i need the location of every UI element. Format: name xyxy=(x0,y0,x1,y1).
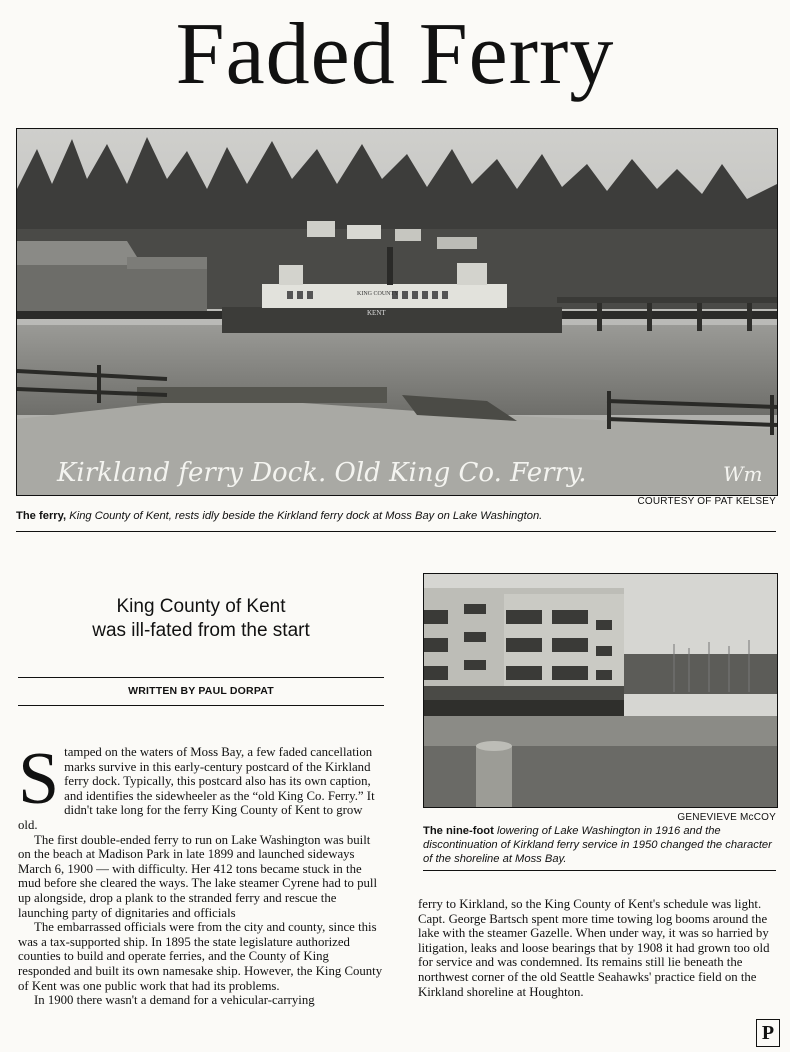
moss-bay-photo xyxy=(423,573,778,808)
top-caption-lead: The ferry, xyxy=(16,510,67,522)
paragraph-4: In 1900 there wasn't a demand for a vehicular-carrying xyxy=(34,993,315,1008)
page-mark: P xyxy=(756,1019,780,1047)
photo-handwriting-signature: Wm xyxy=(723,462,763,486)
paragraph-1-text: tamped on the waters of Moss Bay, a few faded cancellation marks survive in this early-century postcard of the Kirkland ferry dock. Typically, this postcard also has its own caption, and identifies the sidewheeler as the “old King Co. Ferry.” It didn't take long for the ferry King County of Kent to grow old. xyxy=(18,745,375,832)
article-column-1 xyxy=(18,738,384,1008)
top-photo-credit: COURTESY OF PAT KELSEY xyxy=(637,496,776,507)
caption-rule xyxy=(16,531,776,532)
paragraph-3: The embarrassed officials were from the city and county, since this was a tax-supported ship. In 1895 the state legislature authorized counties to build and operate ferries, and the County of King responded and built its own namesake ship. However, the King County of Kent was one public work that had its problems. xyxy=(18,920,383,993)
ferry-sign-bottom: KENT xyxy=(367,309,386,317)
right-caption-lead: The nine-foot xyxy=(423,825,494,837)
paragraph-5: ferry to Kirkland, so the King County of Kent's schedule was light. Capt. George Bartsch spent more time towing log booms around the lake with the steamer Gazelle. When under way, it was so harried by litigation, leaks and loose bearings that by 1908 it had grown too old for service and was condemned. Its remains still lie beneath the northwest corner of the old Seattle Seahawks' practice field on the Kirkland shoreline at Houghton. xyxy=(418,897,770,999)
article-column-2 xyxy=(418,897,780,999)
top-photo-caption xyxy=(16,509,776,523)
page-title: Faded Ferry xyxy=(175,6,615,103)
headline-line-2: was ill-fated from the start xyxy=(92,620,310,641)
top-caption-text: King County of Kent, rests idly beside the Kirkland ferry dock at Moss Bay on Lake Washington. xyxy=(66,510,543,522)
right-photo-caption xyxy=(423,824,776,866)
headline-rule-top xyxy=(18,677,384,678)
right-photo-credit: GENEVIEVE McCOY xyxy=(677,812,776,823)
right-caption-text: lowering of Lake Washington in 1916 and the discontinuation of Kirkland ferry service in 1950 changed the character of the shoreline at Moss Bay. xyxy=(423,825,772,865)
paragraph-1 xyxy=(18,738,384,833)
moss-bay-illustration xyxy=(424,574,777,807)
headline-rule-bottom xyxy=(18,705,384,706)
article-headline xyxy=(18,595,384,643)
ferry-dock-photo xyxy=(16,128,778,496)
ferry-dock-illustration xyxy=(17,129,777,495)
byline: WRITTEN BY PAUL DORPAT xyxy=(128,685,274,697)
ferry-sign-top: KING COUNTY xyxy=(357,291,399,297)
right-caption-rule xyxy=(423,870,776,871)
drop-cap: S xyxy=(18,738,60,820)
headline-line-1: King County of Kent xyxy=(116,596,286,617)
photo-handwriting: Kirkland ferry Dock. Old King Co. Ferry. xyxy=(57,458,587,488)
paragraph-2: The first double-ended ferry to run on Lake Washington was built on the beach at Madison Park in late 1899 and launched sideways March 6, 1900 — with difficulty. Her 412 tons became stuck in the mud before she cleared the ways. The lake steamer Cyrene had to pull up alongside, drop a plank to the stranded ferry and rescue the launching party of dignitaries and officials xyxy=(18,832,378,920)
